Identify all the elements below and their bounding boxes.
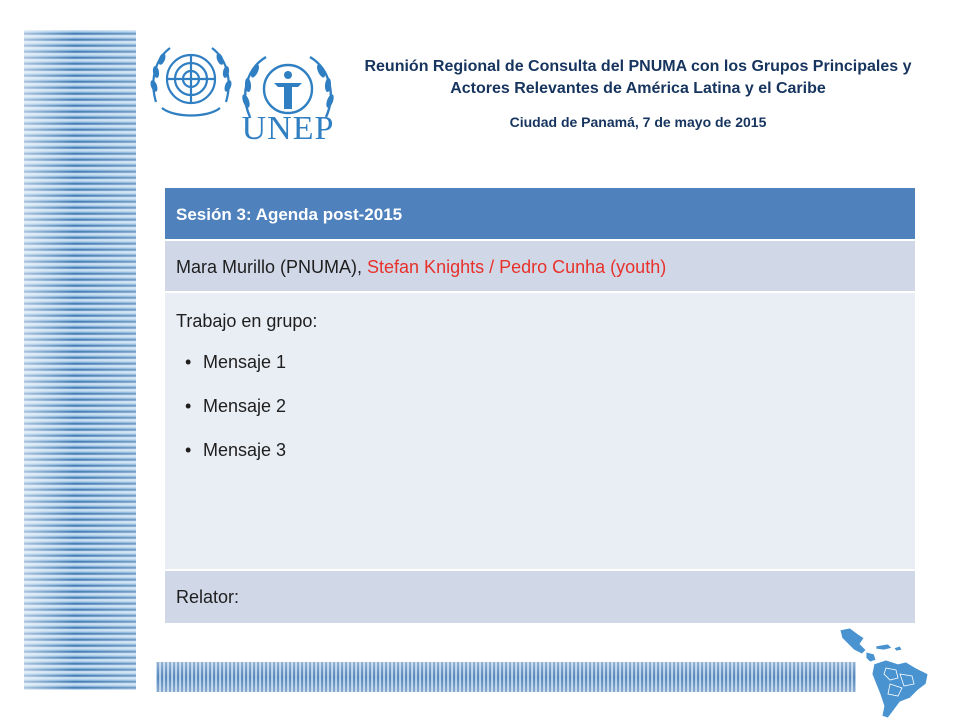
youth-speakers: Stefan Knights / Pedro Cunha (youth) [367,257,667,277]
side-stripe-decoration [24,30,136,690]
list-item: • Mensaje 1 [193,352,915,373]
session-table [165,188,915,623]
speakers-row [165,241,915,293]
unep-wordmark: UNEP [241,110,335,147]
bottom-stripe-decoration [156,662,856,692]
relator-label: Relator: [176,587,240,607]
relator-row [165,571,915,623]
messages-list [176,352,915,461]
group-work-row [165,293,915,571]
un-emblem-icon [148,42,234,120]
list-item: • Mensaje 2 [193,396,915,417]
meeting-date-location: Ciudad de Panamá, 7 de mayo de 2015 [509,114,767,130]
latin-america-map-icon [836,624,936,720]
list-item: • Mensaje 3 [193,440,915,461]
meeting-header [360,56,916,130]
session-title-row [165,188,915,241]
session-title: Sesión 3: Agenda post-2015 [176,205,403,224]
group-work-label: Trabajo en grupo: [176,311,318,331]
speaker-name: Mara Murillo (PNUMA), [176,257,368,277]
meeting-title: Reunión Regional de Consulta del PNUMA con los Grupos Principales y Actores Relevantes de América Latina y el Caribe [364,58,912,97]
